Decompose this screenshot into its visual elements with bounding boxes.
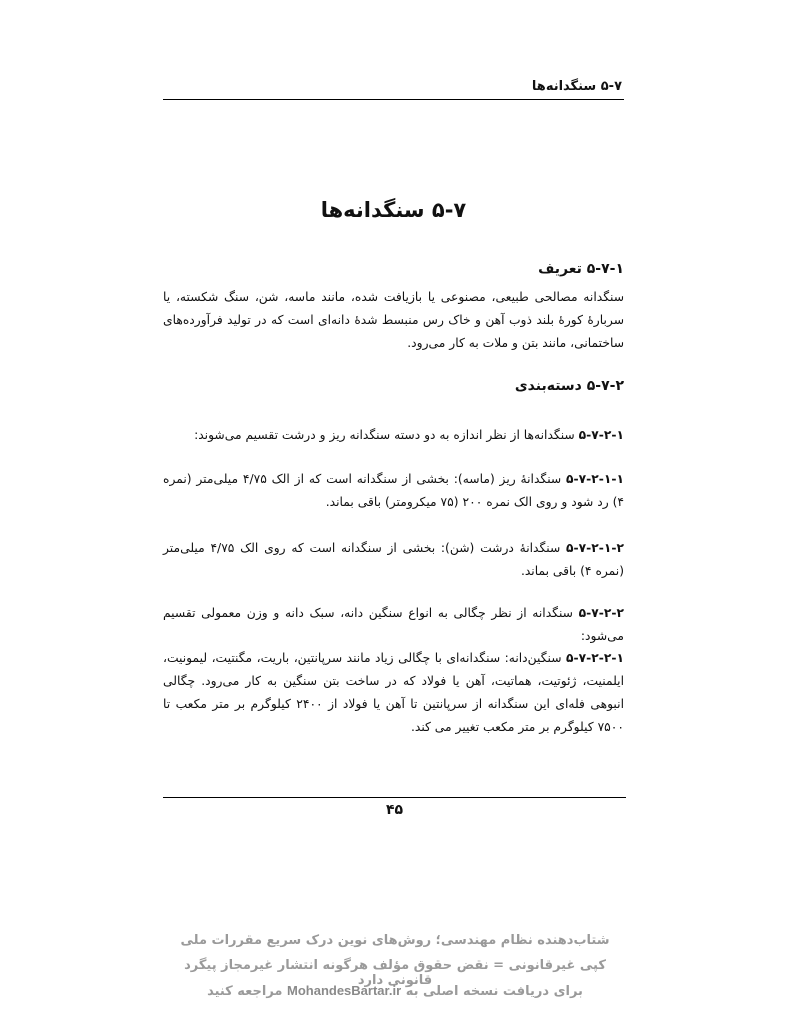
paragraph-5-7-2-2 xyxy=(163,602,624,648)
paragraph-text: سنگدانه‌ها از نظر اندازه به دو دسته سنگدانه ریز و درشت تقسیم می‌شوند: xyxy=(194,428,575,442)
paragraph-5-7-2-1-1 xyxy=(163,468,624,514)
paragraph-5-7-2-1 xyxy=(163,424,624,447)
paragraph-number: ۵-۷-۲-۱ xyxy=(578,428,624,442)
page-number: ۴۵ xyxy=(385,802,404,818)
footer-divider xyxy=(163,797,626,798)
running-header-title: ۵-۷ سنگدانه‌ها xyxy=(531,78,622,94)
watermark-prefix: برای دریافت نسخه اصلی به xyxy=(405,984,583,999)
watermark-line-2: کپی غیرقانونی = نقض حقوق مؤلف هرگونه انتشار غیرمجاز پیگرد قانونی دارد xyxy=(184,958,606,988)
paragraph-text: سنگدانهٔ ریز (ماسه): بخشی از سنگدانه است که از الک ۴/۷۵ میلی‌متر (نمره ۴) رد شود و روی الک نمره ۲۰۰ (۷۵ میکرومتر) باقی بماند. xyxy=(163,472,624,509)
definition-text: سنگدانه مصالحی طبیعی، مصنوعی یا بازیافت شده، مانند ماسه، شن، سنگ شکسته، یا سربارهٔ کورهٔ بلند ذوب آهن و خاک رس منبسط شدهٔ دانه‌ای است که در تولید فرآورده‌های ساختمانی، مانند بتن و ملات به کار می‌رود. xyxy=(163,290,624,350)
watermark-line-3 xyxy=(160,983,630,999)
paragraph-5-7-2-1-2 xyxy=(163,537,624,583)
running-header xyxy=(163,73,624,100)
paragraph-number: ۵-۷-۲-۱-۱ xyxy=(566,472,624,486)
paragraph-text: سنگدانه از نظر چگالی به انواع سنگین دانه، سبک دانه و وزن معمولی تقسیم می‌شود: xyxy=(163,606,624,643)
paragraph-number: ۵-۷-۲-۲ xyxy=(578,606,624,620)
paragraph-text: سنگدانهٔ درشت (شن): بخشی از سنگدانه است که روی الک ۴/۷۵ میلی‌متر (نمره ۴) باقی بماند. xyxy=(163,541,624,578)
chapter-title: ۵-۷ سنگدانه‌ها xyxy=(320,198,467,222)
watermark-line-1: شتاب‌دهنده نظام مهندسی؛ روش‌های نوین درک سریع مقررات ملی xyxy=(180,933,610,948)
watermark-suffix: مراجعه کنید xyxy=(207,984,283,999)
paragraph-text: سنگین‌دانه: سنگدانه‌ای با چگالی زیاد مانند سرپانتین، باریت، مگنتیت، لیمونیت، ایلمنیت، ژئوتیت، هماتیت، آهن یا فولاد که در ساخت بتن سنگین به کار می‌رود. چگالی انبوهی فله‌ای این سنگدانه از سرپانتین تا آهن یا فولاد از ۲۴۰۰ کیلوگرم بر متر مکعب تا ۷۵۰۰ کیلوگرم بر متر مکعب تغییر می کند. xyxy=(163,651,624,734)
section-heading-definition: ۵-۷-۱ تعریف xyxy=(538,261,624,277)
watermark-brand-link[interactable]: MohandesBartar.ir xyxy=(287,983,402,998)
definition-paragraph xyxy=(163,286,624,355)
paragraph-number: ۵-۷-۲-۱-۲ xyxy=(566,541,624,555)
section-heading-classification: ۵-۷-۲ دسته‌بندی xyxy=(514,378,624,394)
paragraph-5-7-2-2-1 xyxy=(163,647,624,739)
paragraph-number: ۵-۷-۲-۲-۱ xyxy=(566,651,624,665)
